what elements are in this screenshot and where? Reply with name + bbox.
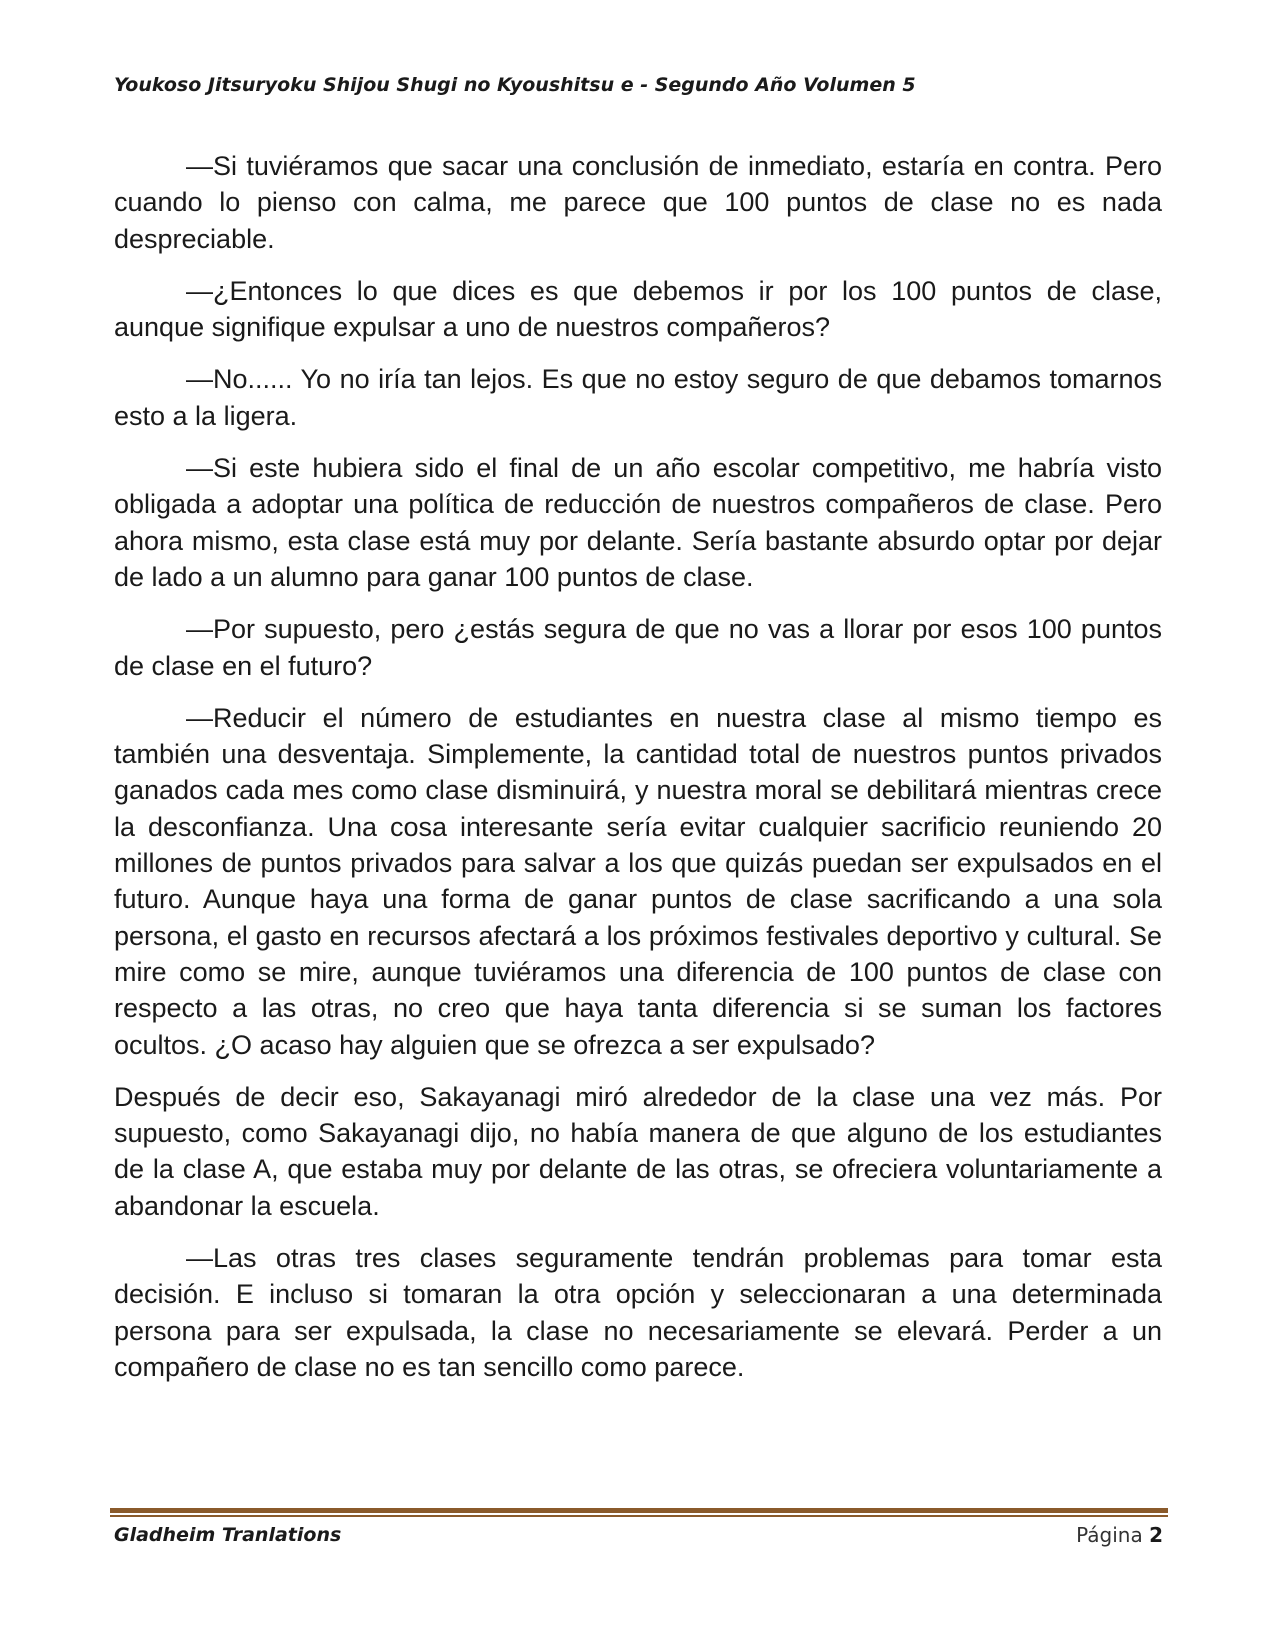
footer-divider-thin xyxy=(110,1515,1168,1517)
paragraph: Después de decir eso, Sakayanagi miró alrededor de la clase una vez más. Por supuesto, como Sakayanagi dijo, no había manera de que alguno de los estudiantes de la clase A, que estaba muy por delante de las otras, se ofreciera voluntariamente a abandonar la escuela. xyxy=(114,1081,1162,1221)
paragraph: —¿Entonces lo que dices es que debemos ir por los 100 puntos de clase, aunque signifique expulsar a uno de nuestros compañeros? xyxy=(114,275,1162,343)
paragraph: —Si tuviéramos que sacar una conclusión de inmediato, estaría en contra. Pero cuando lo pienso con calma, me parece que 100 puntos de clase no es nada despreciable. xyxy=(114,151,1162,254)
footer-publisher: Gladheim Tranlations xyxy=(114,1524,342,1546)
page-number: 2 xyxy=(1149,1523,1163,1547)
paragraph: —Las otras tres clases seguramente tendrán problemas para tomar esta decisión. E incluso si tomaran la otra opción y seleccionaran a una determinada persona para ser expulsada, la clase no necesariamente se elevará. Perder a un compañero de clase no es tan sencillo como parece. xyxy=(114,1243,1162,1382)
page-body xyxy=(114,148,1162,1401)
paragraph: —Si este hubiera sido el final de un año escolar competitivo, me habría visto obligada a adoptar una política de reducción de nuestros compañeros de clase. Pero ahora mismo, esta clase está muy por delante. Sería bastante absurdo optar por dejar de lado a un alumno para ganar 100 puntos de clase. xyxy=(114,453,1162,592)
footer-divider xyxy=(110,1508,1168,1517)
paragraph: —No...... Yo no iría tan lejos. Es que no estoy seguro de que debamos tomarnos esto a la ligera. xyxy=(114,364,1162,431)
running-header: Youkoso Jitsuryoku Shijou Shugi no Kyoushitsu e - Segundo Año Volumen 5 xyxy=(114,74,916,96)
page-label: Página xyxy=(1076,1523,1143,1547)
paragraph: —Por supuesto, pero ¿estás segura de que no vas a llorar por esos 100 puntos de clase en el futuro? xyxy=(114,614,1162,681)
paragraph: —Reducir el número de estudiantes en nuestra clase al mismo tiempo es también una desventaja. Simplemente, la cantidad total de nuestros puntos privados ganados cada mes como clase disminuirá, y nuestra moral se debilitará mientras crece la desconfianza. Una cosa interesante sería evitar cualquier sacrificio reuniendo 20 millones de puntos privados para salvar a los que quizás puedan ser expulsados en el futuro. Aunque haya una forma de ganar puntos de clase sacrificando a una sola persona, el gasto en recursos afectará a los próximos festivales deportivo y cultural. Se mire como se mire, aunque tuviéramos una diferencia de 100 puntos de clase con respecto a las otras, no creo que haya tanta diferencia si se suman los factores ocultos. ¿O acaso hay alguien que se ofrezca a ser expulsado? xyxy=(114,702,1162,1060)
footer-page xyxy=(1076,1523,1163,1547)
footer-divider-thick xyxy=(110,1508,1168,1513)
